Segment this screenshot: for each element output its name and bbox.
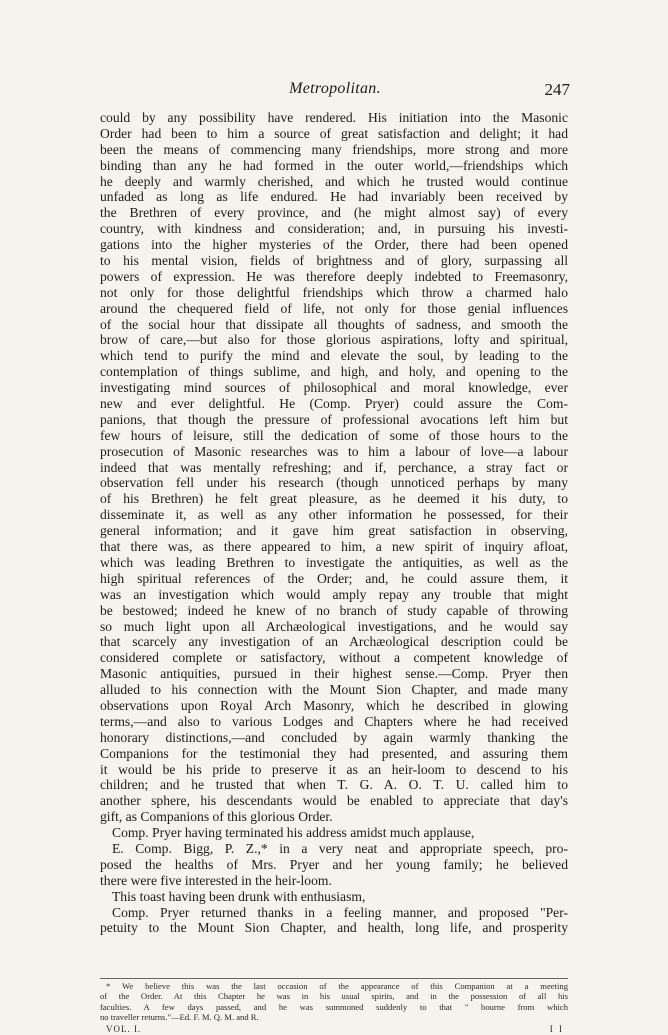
body-line: could by any possibility have rendered. His initiation into the Masonic <box>100 110 568 125</box>
body-line: that scarcely any investigation of an Archæological description could be <box>100 634 568 650</box>
footnote-line: faculties. A few days passed, and he was summoned suddenly to that " bourne from which <box>100 1001 568 1012</box>
body-line: of his Brethren) he felt great pleasure, as he deemed it his duty, to <box>100 491 568 507</box>
body-line: another sphere, his descendants would be enabled to appreciate that day's <box>100 793 568 809</box>
body-line: contemplation of things sublime, and high, and holy, and opening to the <box>100 364 568 380</box>
body-line: of the social hour that dissipate all thoughts of sadness, and smooth the <box>100 316 568 332</box>
body-line: gift, as Companions of this glorious Order. <box>100 809 333 825</box>
body-line: been the means of commencing many friendships, more strong and more <box>100 141 568 157</box>
body-line: gations into the higher mysteries of the Order, there had been opened <box>100 237 568 253</box>
body-line: so much light upon all Archæological investigations, and he would say <box>100 618 568 634</box>
footnote-line: of the Order. At this Chapter he was in his usual spirits, and in the possession of all his <box>100 991 568 1002</box>
volume-mark: VOL. I. <box>106 1024 142 1034</box>
body-line: Masonic antiquities, pursued in their highest sense.—Comp. Pryer then <box>100 666 568 682</box>
body-line: terms,—and also to various Lodges and Chapters where he had received <box>100 713 568 729</box>
body-line: which was leading Brethren to investigate the antiquities, as well as the <box>100 554 568 570</box>
body-line: binding than any he had formed in the outer world,—friendships which <box>100 157 568 173</box>
body-line: was an investigation which would amply repay any trouble that might <box>100 586 568 602</box>
body-line: high spiritual references of the Order; and, he could assure them, it <box>100 570 568 586</box>
body-line: alluded to his connection with the Mount Sion Chapter, and made many <box>100 682 568 698</box>
body-line: investigating mind sources of philosophical and moral knowledge, ever <box>100 380 568 396</box>
body-line: This toast having been drunk with enthusiasm, <box>112 888 366 904</box>
footnote <box>100 978 568 1023</box>
page-footer <box>106 1024 568 1034</box>
body-line: he deeply and warmly cherished, and which he trusted would continue <box>100 173 568 189</box>
body-line: that there was, as there appeared to him, a new spirit of inquiry afloat, <box>100 539 568 555</box>
body-line: Comp. Pryer returned thanks in a feeling manner, and proposed "Per- <box>112 904 568 920</box>
footnote-line: no traveller returns."—Ed. F. M. Q. M. and R. <box>100 1012 259 1023</box>
body-line: unfaded as long as life endured. He had invariably been received by <box>100 189 568 205</box>
body-line: to his mental vision, fields of brightness and of glory, surpassing all <box>100 253 568 269</box>
body-line: Companions for the testimonial they had presented, and assuring them <box>100 745 568 761</box>
body-line: observation fell under his research (though unnoticed perhaps by many <box>100 475 568 491</box>
body-line: which tend to purify the mind and elevate the soul, by leading to the <box>100 348 568 364</box>
body-line: country, with kindness and consideration; and, in pursuing his investi- <box>100 221 568 237</box>
running-title: Metropolitan. <box>289 80 381 97</box>
body-line: around the chequered field of life, not only for those genial influences <box>100 300 568 316</box>
page-number: 247 <box>544 80 570 99</box>
body-line: it would be his pride to preserve it as an heir-loom to descend to his <box>100 761 568 777</box>
body-line: disseminate it, as well as any other information he possessed, for their <box>100 507 568 523</box>
body-line: be bestowed; indeed he knew of no branch of study capable of throwing <box>100 602 568 618</box>
body-line: brow of care,—but also for those glorious aspirations, lofty and spiritual, <box>100 332 568 348</box>
body-text <box>100 110 568 936</box>
signature-mark: I I <box>549 1024 564 1034</box>
body-line: honorary distinctions,—and concluded by again warmly thanking the <box>100 729 568 745</box>
body-line: E. Comp. Bigg, P. Z.,* in a very neat and appropriate speech, pro- <box>112 840 568 856</box>
body-line: powers of expression. He was therefore deeply indebted to Freemasonry, <box>100 268 568 284</box>
body-line: children; and he trusted that when T. G. A. O. T. U. called him to <box>100 777 568 793</box>
body-line: Order had been to him a source of great satisfaction and delight; it had <box>100 125 568 141</box>
body-line: considered complete or satisfactory, without a competent knowledge of <box>100 650 568 666</box>
body-line: petuity to the Mount Sion Chapter, and health, long life, and prosperity <box>100 920 568 936</box>
body-line: observations upon Royal Arch Masonry, which he described in glowing <box>100 697 568 713</box>
body-line: general information; and it gave him great satisfaction in observing, <box>100 523 568 539</box>
body-line: posed the healths of Mrs. Pryer and her young family; he believed <box>100 856 568 872</box>
body-line: Comp. Pryer having terminated his address amidst much applause, <box>112 825 475 841</box>
body-line: new and ever delightful. He (Comp. Pryer) could assure the Com- <box>100 396 568 412</box>
body-line: few hours of leisure, still the dedication of some of those hours to the <box>100 427 568 443</box>
body-line: panions, that though the pressure of professional avocations left him but <box>100 411 568 427</box>
body-line: prosecution of Masonic researches was to him a labour of love—a labour <box>100 443 568 459</box>
body-line: not only for those delightful friendships which throw a charmed halo <box>100 284 568 300</box>
body-line: there were five interested in the heir-loom. <box>100 872 332 888</box>
footnote-line: * We believe this was the last occasion of the appearance of this Companion at a meeting <box>106 981 568 991</box>
body-line: the Brethren of every province, and (he might almost say) of every <box>100 205 568 221</box>
body-line: indeed that was mentally refreshing; and if, perchance, a stray fact or <box>100 459 568 475</box>
running-head <box>100 80 570 102</box>
